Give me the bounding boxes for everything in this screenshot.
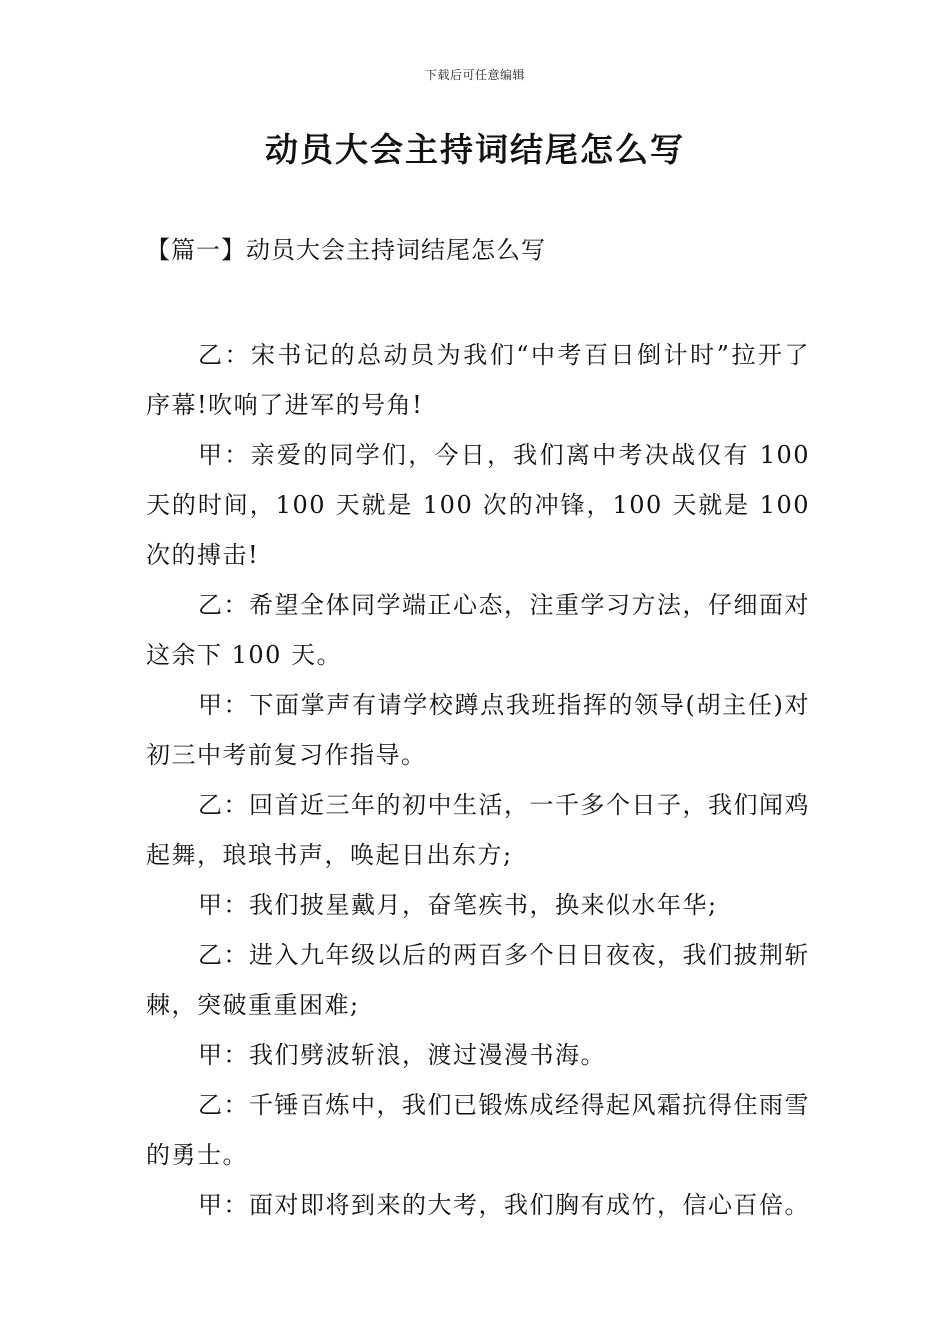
paragraph: 甲：亲爱的同学们，今日，我们离中考决战仅有 100 天的时间，100 天就是 100 次的冲锋，100 天就是 100 次的搏击!: [146, 441, 810, 569]
paragraph: 乙：回首近三年的初中生活，一千多个日子，我们闻鸡起舞，琅琅书声，唤起日出东方;: [146, 791, 810, 869]
paragraph: 乙：宋书记的总动员为我们“中考百日倒计时”拉开了序幕!吹响了进军的号角!: [146, 341, 810, 419]
paragraph: 乙：进入九年级以后的两百多个日日夜夜，我们披荆斩棘，突破重重困难;: [146, 941, 810, 1019]
document-title: 动员大会主持词结尾怎么写: [265, 130, 685, 169]
paragraph: 乙：希望全体同学端正心态，注重学习方法，仔细面对这余下 100 天。: [146, 591, 810, 669]
paragraph: 甲：我们劈波斩浪，渡过漫漫书海。: [198, 1041, 606, 1069]
header-note: 下载后可任意编辑: [424, 68, 525, 82]
paragraph: 乙：千锤百炼中，我们已锻炼成经得起风霜抗得住雨雪的勇士。: [146, 1091, 810, 1169]
paragraph: 甲：面对即将到来的大考，我们胸有成竹，信心百倍。: [198, 1191, 810, 1219]
paragraph: 甲：我们披星戴月，奋笔疾书，换来似水年华;: [198, 891, 718, 919]
paragraph: 甲：下面掌声有请学校蹲点我班指挥的领导(胡主任)对初三中考前复习作指导。: [146, 691, 810, 769]
document-body: [146, 330, 810, 1230]
section-heading: 【篇一】动员大会主持词结尾怎么写: [146, 236, 546, 264]
